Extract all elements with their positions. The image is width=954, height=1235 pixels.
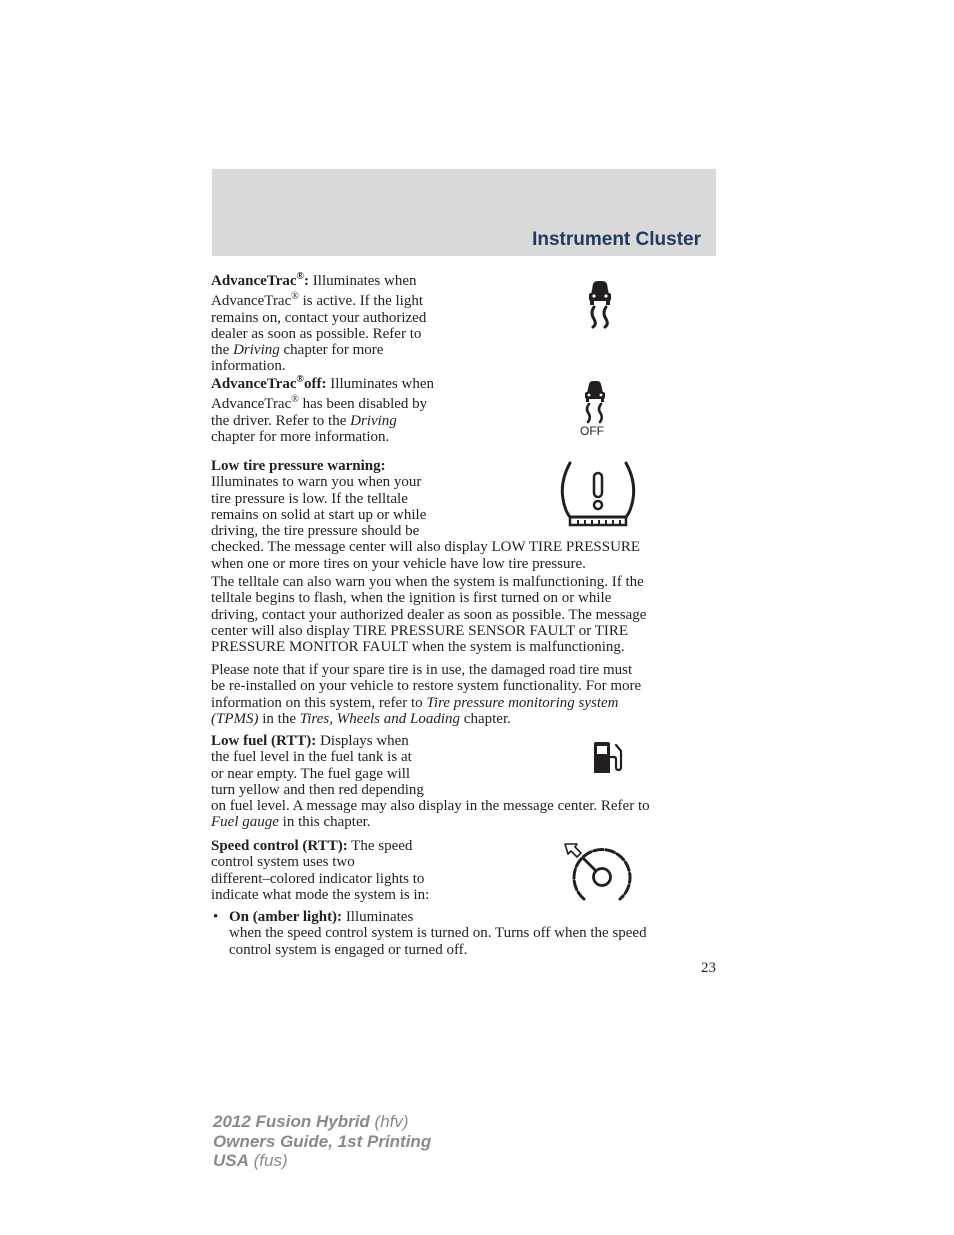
- page-number: 23: [701, 960, 716, 976]
- advancetrac-icon: [584, 279, 616, 329]
- advancetrac-title: AdvanceTrac®:: [211, 271, 310, 289]
- amber-light-item: On (amber light): Illuminates when the speed control system is turned on. Turns off when the speed control system is engaged or turned off.: [229, 909, 647, 958]
- telltale-paragraph: The telltale can also warn you when the system is malfunctioning. If the telltale begins to flash, when the ignition is first turned on or while driving, contact your authorized dealer as soon as possible. The message center will also display TIRE PRESSURE SENSOR FAULT or TIRE PRESSURE MONITOR FAULT when the system is malfunctioning.: [211, 574, 647, 656]
- tire-pressure-icon: [558, 459, 638, 529]
- advancetrac-section: AdvanceTrac®: Illuminates when AdvanceTrac® is active. If the light remains on, contact your authorized dealer as soon as possible. Refer to the Driving chapter for more information.: [211, 271, 427, 375]
- amber-light-title: On (amber light):: [229, 909, 343, 925]
- footer-imprint: 2012 Fusion Hybrid (hfv) Owners Guide, 1st Printing USA (fus): [213, 1112, 432, 1170]
- advancetrac-off-icon: [578, 380, 612, 424]
- page-title: Instrument Cluster: [532, 229, 701, 250]
- speed-control-section: Speed control (RTT): The speed control system uses two different–colored indicator lights to indicate what mode the system is in:: [211, 838, 430, 903]
- fuel-pump-icon: [592, 741, 624, 775]
- low-tire-title: Low tire pressure warning:: [211, 458, 386, 474]
- advancetrac-off-section: AdvanceTrac®off: Illuminates when AdvanceTrac® has been disabled by the driver. Refer to the Driving chapter for more information.: [211, 374, 435, 445]
- header-band: [212, 169, 716, 256]
- bullet-marker: •: [213, 909, 219, 925]
- spare-tire-paragraph: Please note that if your spare tire is in use, the damaged road tire must be re-installed on your vehicle to restore system functionality. For more information on this system, refer to Tire pressure monitoring system (TPMS) in the Tires, Wheels and Loading chapter.: [211, 662, 642, 727]
- speed-control-icon: [562, 841, 634, 903]
- speed-control-title: Speed control (RTT):: [211, 838, 348, 854]
- advancetrac-off-icon-label: OFF: [580, 424, 604, 438]
- low-fuel-section: Low fuel (RTT): Displays when the fuel level in the fuel tank is at or near empty. The fuel gage will turn yellow and then red depending on fuel level. A message may also display in the message center. Refer to Fuel gauge in this chapter.: [211, 733, 650, 831]
- low-fuel-title: Low fuel (RTT):: [211, 733, 317, 749]
- low-tire-section: Low tire pressure warning: Illuminates to warn you when your tire pressure is low. If the telltale remains on solid at start up or while driving, the tire pressure should be checked. The message center will also display LOW TIRE PRESSURE when one or more tires on your vehicle have low tire pressure.: [211, 458, 641, 572]
- advancetrac-off-title: AdvanceTrac®off:: [211, 374, 327, 392]
